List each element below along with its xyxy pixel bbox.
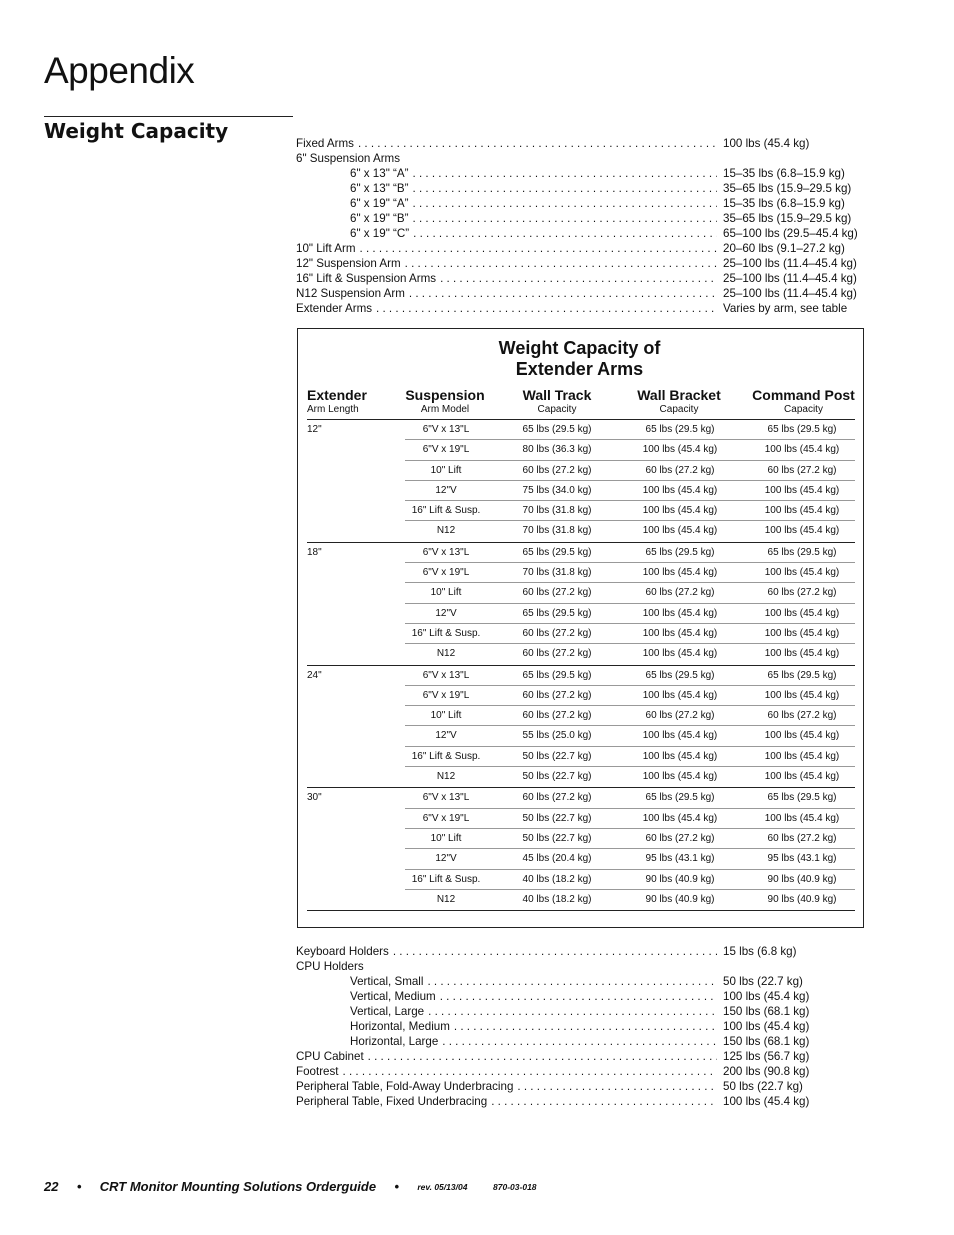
spec-label: 6" x 13" “B” <box>350 182 409 195</box>
spec-label: 6" x 19" “C” <box>350 227 410 240</box>
table-group <box>307 542 855 665</box>
table-cell: 100 lbs (45.4 kg) <box>764 484 840 496</box>
table-cell: 100 lbs (45.4 kg) <box>764 730 840 742</box>
table-cell: 12"V <box>435 607 457 619</box>
table-cell: 10" Lift <box>430 710 462 722</box>
table-row <box>405 604 855 624</box>
extender-table-title-line1: Weight Capacity of <box>498 338 661 358</box>
table-cell: 65 lbs (29.5 kg) <box>522 424 592 435</box>
table-cell: 65 lbs (29.5 kg) <box>522 669 592 681</box>
spec-label: 6" x 19" “B” <box>350 212 409 225</box>
arm-length-label: 12" <box>307 424 322 435</box>
title-rule <box>44 116 293 117</box>
table-cell: 100 lbs (45.4 kg) <box>642 484 718 496</box>
table-cell: 6"V x 19"L <box>422 444 470 456</box>
spec-row <box>296 1005 866 1020</box>
table-cell: 45 lbs (20.4 kg) <box>522 853 592 865</box>
table-cell: 100 lbs (45.4 kg) <box>642 812 718 824</box>
dot-leader <box>409 287 717 300</box>
dot-leader <box>427 975 717 988</box>
spec-value: 150 lbs (68.1 kg) <box>723 1005 810 1018</box>
table-cell: 65 lbs (29.5 kg) <box>645 792 715 804</box>
spec-label: CPU Cabinet <box>296 1050 364 1063</box>
table-row <box>405 543 855 563</box>
spec-row <box>296 975 866 990</box>
spec-row <box>296 272 866 287</box>
spec-label: Footrest <box>296 1065 339 1078</box>
table-cell: 50 lbs (22.7 kg) <box>522 812 592 824</box>
spec-row <box>296 227 866 242</box>
dot-leader <box>413 197 718 210</box>
extender-table <box>307 419 855 911</box>
table-row <box>405 583 855 603</box>
dot-leader <box>440 990 717 1003</box>
table-row <box>405 644 855 664</box>
table-cell: 65 lbs (29.5 kg) <box>767 669 837 681</box>
table-cell: 65 lbs (29.5 kg) <box>645 424 715 435</box>
dot-leader <box>368 1050 717 1063</box>
table-cell: 60 lbs (27.2 kg) <box>645 832 715 844</box>
table-cell: 6"V x 13"L <box>422 669 470 681</box>
table-cell: 50 lbs (22.7 kg) <box>522 832 592 844</box>
table-row <box>405 829 855 849</box>
table-row <box>405 788 855 808</box>
spec-value: 50 lbs (22.7 kg) <box>723 975 803 988</box>
spec-label: 12" Suspension Arm <box>296 257 401 270</box>
table-cell: 95 lbs (43.1 kg) <box>767 853 837 865</box>
spec-value: 100 lbs (45.4 kg) <box>723 1020 810 1033</box>
spec-value: 25–100 lbs (11.4–45.4 kg) <box>723 287 857 300</box>
table-cell: N12 <box>436 648 456 660</box>
table-cell: 40 lbs (18.2 kg) <box>522 873 592 885</box>
table-cell: 100 lbs (45.4 kg) <box>764 648 840 660</box>
arms-spec-list <box>296 137 866 317</box>
table-cell: 100 lbs (45.4 kg) <box>642 505 718 517</box>
table-row <box>405 849 855 869</box>
extender-capacity-box <box>297 328 864 928</box>
table-cell: 60 lbs (27.2 kg) <box>767 464 837 476</box>
table-cell: 65 lbs (29.5 kg) <box>645 669 715 681</box>
table-row <box>405 767 855 787</box>
spec-row <box>296 1065 866 1080</box>
table-cell: 100 lbs (45.4 kg) <box>764 525 840 537</box>
table-row <box>405 686 855 706</box>
table-cell: 80 lbs (36.3 kg) <box>522 444 592 456</box>
table-cell: N12 <box>436 771 456 783</box>
col-head-extender: Extender Arm Length <box>307 387 367 415</box>
dot-leader <box>360 242 717 255</box>
table-row <box>405 420 855 440</box>
table-cell: 60 lbs (27.2 kg) <box>767 832 837 844</box>
spec-value: 35–65 lbs (15.9–29.5 kg) <box>723 212 852 225</box>
table-row <box>405 747 855 767</box>
spec-label: Horizontal, Large <box>350 1035 439 1048</box>
table-cell: 60 lbs (27.2 kg) <box>645 710 715 722</box>
spec-row <box>296 287 866 302</box>
table-cell: 12"V <box>435 730 457 742</box>
spec-value: 50 lbs (22.7 kg) <box>723 1080 803 1093</box>
accessory-spec-list <box>296 945 866 1110</box>
dot-leader <box>442 1035 717 1048</box>
table-cell: 6"V x 13"L <box>422 792 470 804</box>
spec-value: 100 lbs (45.4 kg) <box>723 1095 810 1108</box>
table-cell: 16" Lift & Susp. <box>411 505 481 517</box>
table-cell: 100 lbs (45.4 kg) <box>642 607 718 619</box>
spec-value: 20–60 lbs (9.1–27.2 kg) <box>723 242 845 255</box>
spec-label: CPU Holders <box>296 960 364 973</box>
spec-label: Keyboard Holders <box>296 945 389 958</box>
spec-row <box>296 1035 866 1050</box>
spec-label: Horizontal, Medium <box>350 1020 450 1033</box>
table-cell: 60 lbs (27.2 kg) <box>522 648 592 660</box>
footer-doc-title: CRT Monitor Mounting Solutions Orderguide <box>99 1179 377 1194</box>
table-cell: 60 lbs (27.2 kg) <box>767 587 837 599</box>
spec-value: 125 lbs (56.7 kg) <box>723 1050 810 1063</box>
col-head-wall-bracket: Wall Bracket Capacity <box>637 387 721 415</box>
spec-row <box>296 1095 866 1110</box>
table-group <box>307 665 855 788</box>
table-cell: 12"V <box>435 853 457 865</box>
spec-label: N12 Suspension Arm <box>296 287 405 300</box>
dot-leader <box>413 212 718 225</box>
table-row <box>405 726 855 746</box>
table-cell: 60 lbs (27.2 kg) <box>522 587 592 599</box>
col-head-suspension: Suspension Arm Model <box>405 387 485 415</box>
table-row <box>405 521 855 541</box>
col-head-command-post: Command Post Capacity <box>752 387 855 415</box>
table-cell: 12"V <box>435 484 457 496</box>
table-cell: 6"V x 19"L <box>422 567 470 579</box>
table-row <box>405 706 855 726</box>
table-cell: 65 lbs (29.5 kg) <box>767 792 837 804</box>
table-row <box>405 440 855 460</box>
table-cell: 100 lbs (45.4 kg) <box>764 689 840 701</box>
spec-row <box>296 197 866 212</box>
spec-row <box>296 137 866 152</box>
table-cell: 60 lbs (27.2 kg) <box>767 710 837 722</box>
table-cell: 16" Lift & Susp. <box>411 750 481 762</box>
table-cell: 60 lbs (27.2 kg) <box>645 587 715 599</box>
spec-value: 35–65 lbs (15.9–29.5 kg) <box>723 182 852 195</box>
spec-label: Vertical, Small <box>350 975 424 988</box>
dot-leader <box>440 272 717 285</box>
spec-row <box>296 182 866 197</box>
dot-leader <box>517 1080 717 1093</box>
table-cell: 16" Lift & Susp. <box>411 873 481 885</box>
table-cell: 40 lbs (18.2 kg) <box>522 893 592 905</box>
table-cell: 100 lbs (45.4 kg) <box>642 689 718 701</box>
footer-bullet-2: • <box>394 1179 399 1194</box>
spec-label: Fixed Arms <box>296 137 354 150</box>
table-cell: 100 lbs (45.4 kg) <box>642 525 718 537</box>
table-cell: 100 lbs (45.4 kg) <box>764 627 840 639</box>
table-cell: 100 lbs (45.4 kg) <box>642 444 718 456</box>
dot-leader <box>343 1065 717 1078</box>
spec-row <box>296 1080 866 1095</box>
table-cell: 100 lbs (45.4 kg) <box>642 648 718 660</box>
table-cell: 6"V x 19"L <box>422 689 470 701</box>
table-cell: 10" Lift <box>430 832 462 844</box>
table-cell: 70 lbs (31.8 kg) <box>522 505 592 517</box>
table-cell: 100 lbs (45.4 kg) <box>642 627 718 639</box>
spec-row <box>296 1050 866 1065</box>
spec-label: Vertical, Large <box>350 1005 425 1018</box>
table-cell: 70 lbs (31.8 kg) <box>522 525 592 537</box>
spec-value: 15–35 lbs (6.8–15.9 kg) <box>723 167 845 180</box>
spec-label: Extender Arms <box>296 302 373 315</box>
table-cell: 100 lbs (45.4 kg) <box>642 750 718 762</box>
spec-row <box>296 257 866 272</box>
dot-leader <box>413 227 717 240</box>
table-cell: N12 <box>436 893 456 905</box>
page-title: Appendix <box>44 50 195 91</box>
dot-leader <box>405 257 717 270</box>
table-cell: 65 lbs (29.5 kg) <box>767 546 837 558</box>
table-cell: 90 lbs (40.9 kg) <box>645 873 715 885</box>
table-cell: 10" Lift <box>430 464 462 476</box>
spec-label: Peripheral Table, Fixed Underbracing <box>296 1095 488 1108</box>
table-cell: 75 lbs (34.0 kg) <box>522 484 592 496</box>
dot-leader <box>491 1095 717 1108</box>
table-end-rule <box>307 910 855 911</box>
table-cell: 6"V x 19"L <box>422 812 470 824</box>
table-row <box>405 501 855 521</box>
dot-leader <box>428 1005 717 1018</box>
table-cell: 65 lbs (29.5 kg) <box>645 546 715 558</box>
spec-label: 6" x 19" “A” <box>350 197 409 210</box>
table-cell: 60 lbs (27.2 kg) <box>522 689 592 701</box>
spec-value: 150 lbs (68.1 kg) <box>723 1035 810 1048</box>
table-cell: 100 lbs (45.4 kg) <box>764 444 840 456</box>
table-cell: 100 lbs (45.4 kg) <box>642 567 718 579</box>
spec-label: 6" x 13" “A” <box>350 167 409 180</box>
spec-row <box>296 167 866 182</box>
spec-label: 10" Lift Arm <box>296 242 356 255</box>
spec-value: 200 lbs (90.8 kg) <box>723 1065 810 1078</box>
table-row <box>405 461 855 481</box>
table-cell: 100 lbs (45.4 kg) <box>642 771 718 783</box>
table-row <box>405 809 855 829</box>
table-cell: 50 lbs (22.7 kg) <box>522 771 592 783</box>
dot-leader <box>413 167 718 180</box>
table-cell: 65 lbs (29.5 kg) <box>522 607 592 619</box>
table-cell: 100 lbs (45.4 kg) <box>764 812 840 824</box>
spec-value: 15 lbs (6.8 kg) <box>723 945 797 958</box>
table-cell: 100 lbs (45.4 kg) <box>764 567 840 579</box>
table-cell: 100 lbs (45.4 kg) <box>764 771 840 783</box>
spec-row <box>296 990 866 1005</box>
table-cell: 90 lbs (40.9 kg) <box>767 873 837 885</box>
footer-doc-number: 870-03-018 <box>493 1182 537 1192</box>
spec-row <box>296 1020 866 1035</box>
extender-table-title-line2: Extender Arms <box>515 359 644 379</box>
spec-label: 6" Suspension Arms <box>296 152 401 165</box>
table-cell: 6"V x 13"L <box>422 424 470 435</box>
spec-label: Vertical, Medium <box>350 990 436 1003</box>
spec-row <box>296 960 866 975</box>
table-cell: 70 lbs (31.8 kg) <box>522 567 592 579</box>
dot-leader <box>358 137 717 150</box>
table-cell: 6"V x 13"L <box>422 546 470 558</box>
extender-table-title <box>298 338 863 380</box>
table-cell: 60 lbs (27.2 kg) <box>522 627 592 639</box>
table-cell: 60 lbs (27.2 kg) <box>645 464 715 476</box>
table-cell: 90 lbs (40.9 kg) <box>767 893 837 905</box>
spec-label: 16" Lift & Suspension Arms <box>296 272 437 285</box>
spec-row <box>296 945 866 960</box>
spec-value: Varies by arm, see table <box>723 302 848 315</box>
table-cell: 50 lbs (22.7 kg) <box>522 750 592 762</box>
spec-row <box>296 302 866 317</box>
table-cell: 90 lbs (40.9 kg) <box>645 893 715 905</box>
table-cell: 10" Lift <box>430 587 462 599</box>
spec-label: Peripheral Table, Fold-Away Underbracing <box>296 1080 514 1093</box>
table-row <box>405 666 855 686</box>
table-cell: 60 lbs (27.2 kg) <box>522 464 592 476</box>
table-row <box>405 870 855 890</box>
section-title: Weight Capacity <box>44 119 229 143</box>
arm-length-label: 18" <box>307 546 322 558</box>
table-row <box>405 481 855 501</box>
dot-leader <box>454 1020 717 1033</box>
table-cell: 65 lbs (29.5 kg) <box>522 546 592 558</box>
table-cell: 60 lbs (27.2 kg) <box>522 710 592 722</box>
dot-leader <box>413 182 718 195</box>
spec-row <box>296 212 866 227</box>
arm-length-label: 24" <box>307 669 322 681</box>
footer-revision: rev. 05/13/04 <box>417 1182 468 1192</box>
table-cell: 100 lbs (45.4 kg) <box>764 750 840 762</box>
arm-length-label: 30" <box>307 792 322 804</box>
table-row <box>405 624 855 644</box>
spec-value: 100 lbs (45.4 kg) <box>723 137 810 150</box>
table-row <box>405 890 855 910</box>
table-group <box>307 419 855 542</box>
table-cell: 16" Lift & Susp. <box>411 627 481 639</box>
page-number: 22 <box>44 1179 59 1194</box>
col-head-wall-track: Wall Track Capacity <box>522 387 592 415</box>
spec-value: 65–100 lbs (29.5–45.4 kg) <box>723 227 858 240</box>
table-row <box>405 563 855 583</box>
table-cell: 100 lbs (45.4 kg) <box>642 730 718 742</box>
footer-bullet-1: • <box>76 1179 82 1194</box>
dot-leader <box>393 945 717 958</box>
table-cell: 100 lbs (45.4 kg) <box>764 505 840 517</box>
page-footer <box>44 1179 537 1194</box>
table-cell: 60 lbs (27.2 kg) <box>522 792 592 804</box>
table-group <box>307 787 855 910</box>
spec-row <box>296 152 866 167</box>
spec-value: 100 lbs (45.4 kg) <box>723 990 810 1003</box>
spec-value: 15–35 lbs (6.8–15.9 kg) <box>723 197 845 210</box>
table-cell: 100 lbs (45.4 kg) <box>764 607 840 619</box>
spec-value: 25–100 lbs (11.4–45.4 kg) <box>723 272 857 285</box>
spec-row <box>296 242 866 257</box>
table-cell: 65 lbs (29.5 kg) <box>767 424 837 435</box>
dot-leader <box>376 302 717 315</box>
table-cell: 95 lbs (43.1 kg) <box>645 853 715 865</box>
spec-value: 25–100 lbs (11.4–45.4 kg) <box>723 257 857 270</box>
table-cell: N12 <box>436 525 456 537</box>
table-cell: 55 lbs (25.0 kg) <box>522 730 592 742</box>
